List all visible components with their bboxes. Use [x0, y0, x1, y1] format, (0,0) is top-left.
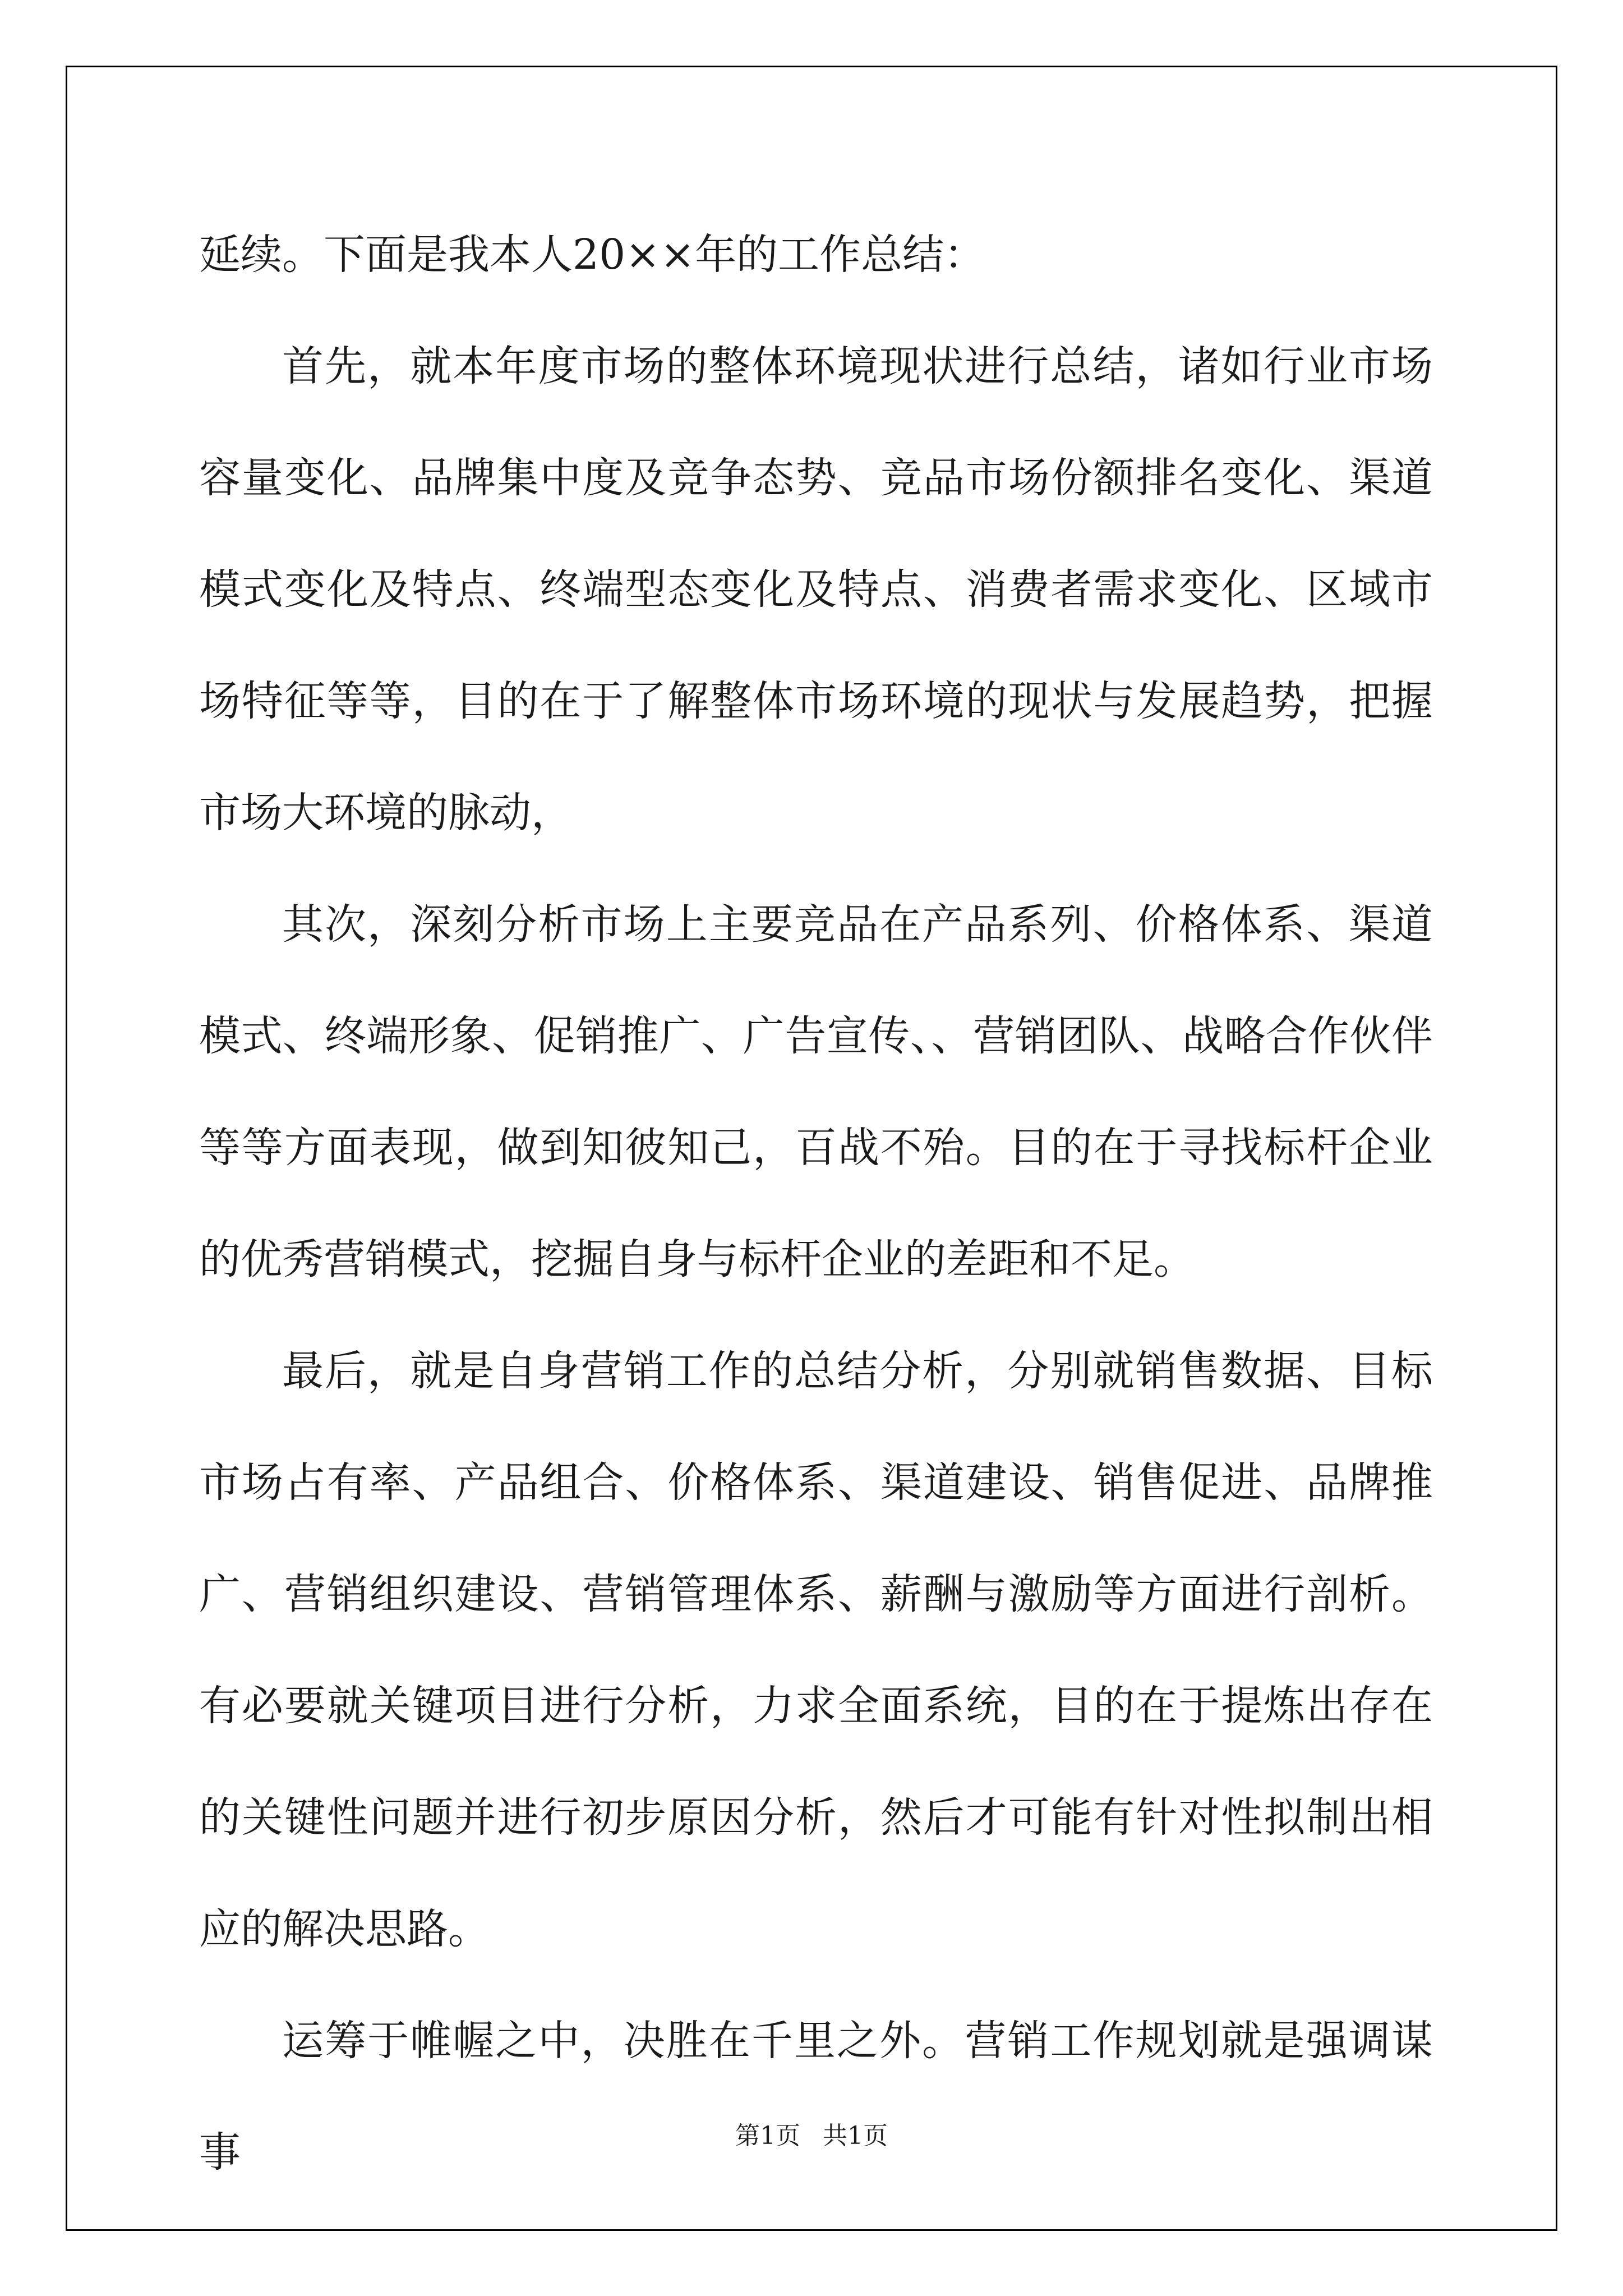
page-total: 共1页 — [823, 2122, 888, 2150]
paragraph-2: 首先，就本年度市场的整体环境现状进行总结，诸如行业市场容量变化、品牌集中度及竞争态势、竞品市场份额排名变化、渠道模式变化及特点、终端型态变化及特点、消费者需求变化、区域市场特征等等，目的在于了解整体市场环境的现状与发展趋势，把握市场大环境的脉动， — [199, 342, 1433, 837]
paragraph-5: 运筹于帷幄之中，决胜在千里之外。营销工作规划就是强调谋事 — [199, 2017, 1433, 2177]
paragraph-1: 延续。下面是我本人20××年的工作总结： — [199, 231, 986, 279]
paragraph-3: 其次，深刻分析市场上主要竞品在产品系列、价格体系、渠道模式、终端形象、促销推广、广告宣传、、营销团队、战略合作伙伴等等方面表现，做到知彼知己，百战不殆。目的在于寻找标杆企业的优秀营销模式，挖掘自身与标杆企业的差距和不足。 — [199, 900, 1433, 1283]
page-footer — [0, 2119, 1623, 2153]
page-number: 第1页 — [735, 2122, 800, 2150]
paragraph-4: 最后，就是自身营销工作的总结分析，分别就销售数据、目标市场占有率、产品组合、价格体系、渠道建设、销售促进、品牌推广、营销组织建设、营销管理体系、薪酬与激励等方面进行剖析。有必要就关键项目进行分析，力求全面系统，目的在于提炼出存在的关键性问题并进行初步原因分析，然后才可能有针对性拟制出相应的解决思路。 — [199, 1347, 1433, 1953]
document-body — [199, 199, 1433, 2208]
